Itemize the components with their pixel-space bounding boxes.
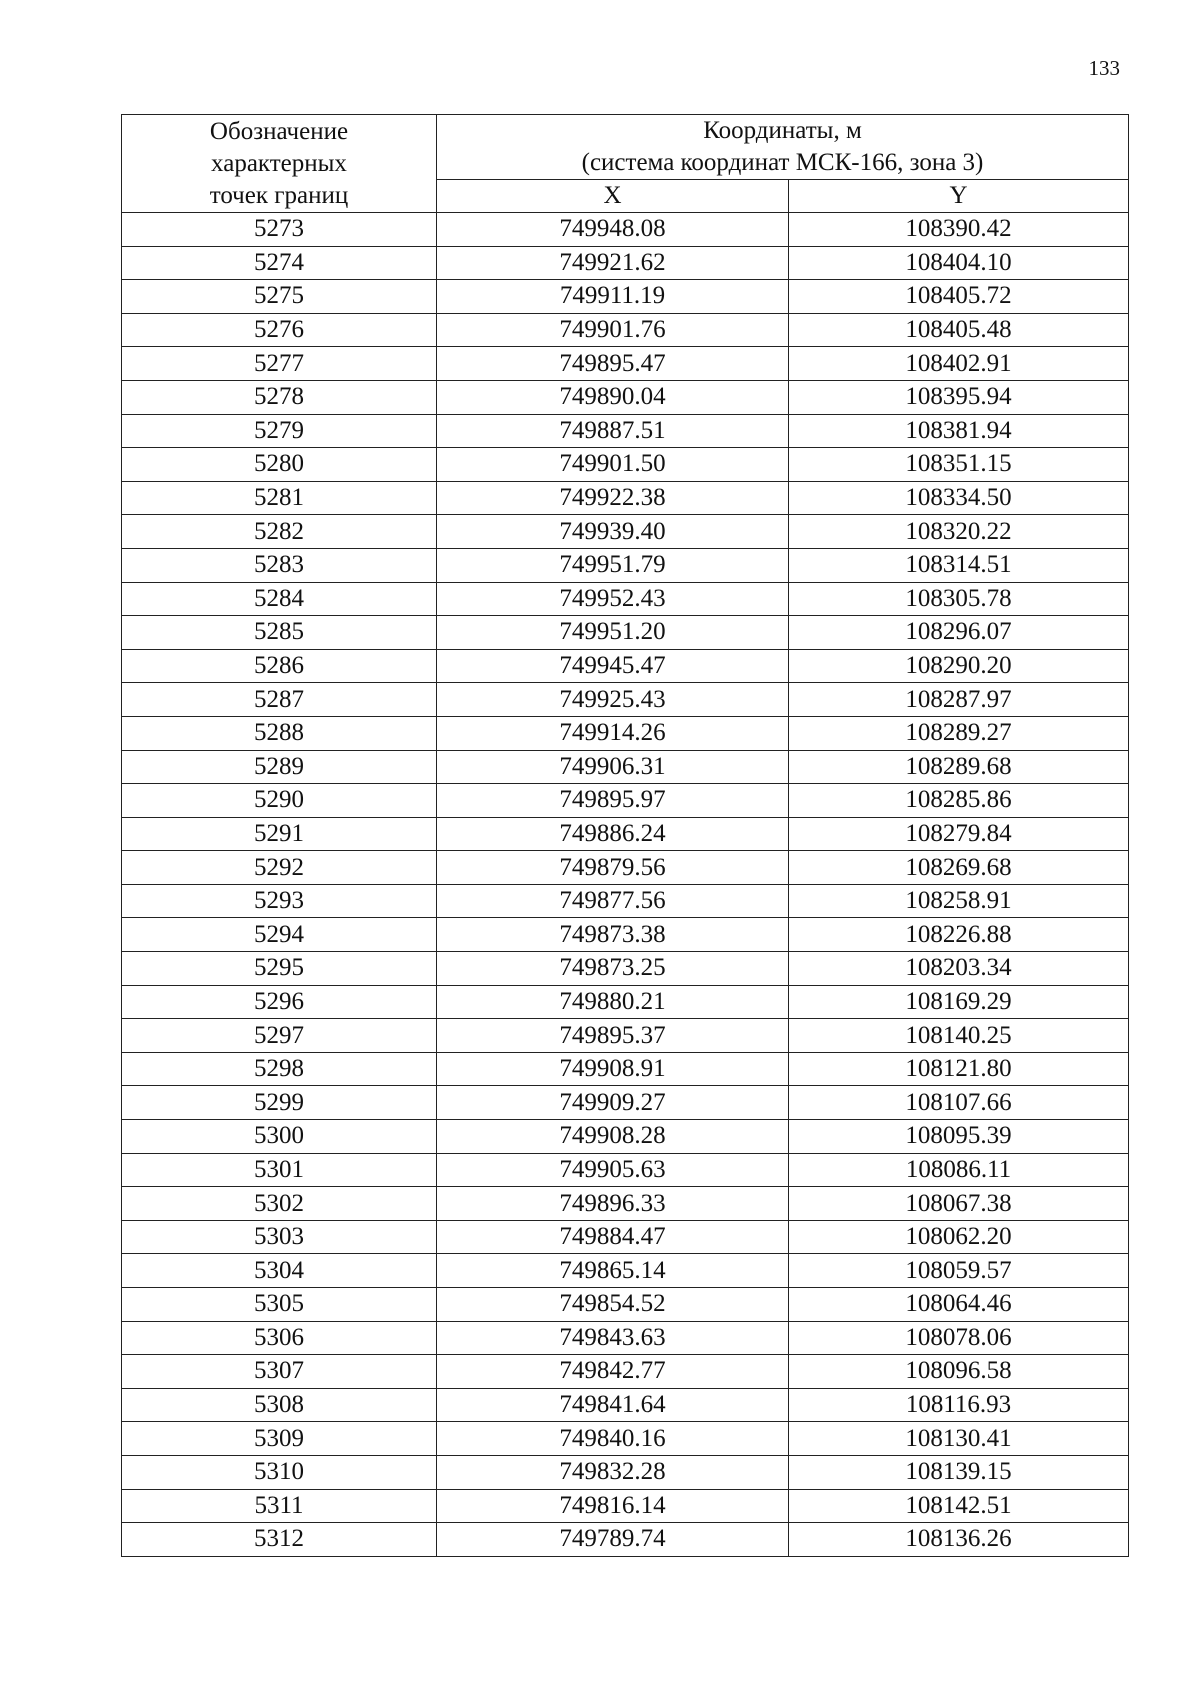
x-coordinate-cell: 749925.43: [437, 683, 789, 717]
y-coordinate-cell: 108405.72: [789, 280, 1129, 314]
x-coordinate-cell: 749896.33: [437, 1187, 789, 1221]
point-id-cell: 5312: [122, 1523, 437, 1557]
x-coordinate-cell: 749905.63: [437, 1153, 789, 1187]
table-row: [122, 952, 1129, 986]
y-coordinate-cell: 108402.91: [789, 347, 1129, 381]
x-coordinate-cell: 749840.16: [437, 1422, 789, 1456]
table-row: [122, 649, 1129, 683]
point-id-cell: 5302: [122, 1187, 437, 1221]
points-header-line: характерных: [211, 149, 347, 177]
y-coordinate-cell: 108390.42: [789, 213, 1129, 247]
point-id-cell: 5289: [122, 750, 437, 784]
point-id-cell: 5301: [122, 1153, 437, 1187]
table-row: [122, 750, 1129, 784]
point-id-cell: 5309: [122, 1422, 437, 1456]
y-coordinate-cell: 108381.94: [789, 414, 1129, 448]
x-coordinate-cell: 749951.79: [437, 548, 789, 582]
point-id-cell: 5276: [122, 313, 437, 347]
table-row: [122, 515, 1129, 549]
table-row: [122, 616, 1129, 650]
x-coordinate-cell: 749880.21: [437, 985, 789, 1019]
point-id-cell: 5307: [122, 1355, 437, 1389]
table-row: [122, 481, 1129, 515]
point-id-cell: 5311: [122, 1489, 437, 1523]
point-id-cell: 5291: [122, 817, 437, 851]
table-header: [122, 115, 1129, 213]
y-column-header: Y: [789, 180, 1129, 213]
y-coordinate-cell: 108258.91: [789, 884, 1129, 918]
point-id-cell: 5310: [122, 1455, 437, 1489]
y-coordinate-cell: 108269.68: [789, 851, 1129, 885]
y-coordinate-cell: 108203.34: [789, 952, 1129, 986]
table-row: [122, 380, 1129, 414]
y-coordinate-cell: 108064.46: [789, 1288, 1129, 1322]
point-id-cell: 5294: [122, 918, 437, 952]
table-row: [122, 1523, 1129, 1557]
x-coordinate-cell: 749911.19: [437, 280, 789, 314]
x-coordinate-cell: 749922.38: [437, 481, 789, 515]
y-coordinate-cell: 108121.80: [789, 1052, 1129, 1086]
table-row: [122, 784, 1129, 818]
table-row: [122, 1288, 1129, 1322]
x-coordinate-cell: 749909.27: [437, 1086, 789, 1120]
x-coordinate-cell: 749886.24: [437, 817, 789, 851]
y-coordinate-cell: 108067.38: [789, 1187, 1129, 1221]
table-row: [122, 1388, 1129, 1422]
coordinates-table: [121, 114, 1129, 1557]
y-coordinate-cell: 108290.20: [789, 649, 1129, 683]
x-coordinate-cell: 749895.97: [437, 784, 789, 818]
y-coordinate-cell: 108139.15: [789, 1455, 1129, 1489]
point-id-cell: 5288: [122, 716, 437, 750]
y-coordinate-cell: 108279.84: [789, 817, 1129, 851]
x-coordinate-cell: 749939.40: [437, 515, 789, 549]
coordinates-header-line: (система координат МСК-166, зона 3): [581, 149, 984, 176]
table-row: [122, 347, 1129, 381]
table-row: [122, 582, 1129, 616]
x-coordinate-cell: 749906.31: [437, 750, 789, 784]
table-row: [122, 817, 1129, 851]
point-id-cell: 5280: [122, 448, 437, 482]
table-row: [122, 985, 1129, 1019]
point-id-cell: 5283: [122, 548, 437, 582]
x-coordinate-cell: 749832.28: [437, 1455, 789, 1489]
y-coordinate-cell: 108086.11: [789, 1153, 1129, 1187]
point-id-cell: 5296: [122, 985, 437, 1019]
y-coordinate-cell: 108226.88: [789, 918, 1129, 952]
x-coordinate-cell: 749879.56: [437, 851, 789, 885]
point-id-cell: 5292: [122, 851, 437, 885]
point-id-cell: 5281: [122, 481, 437, 515]
table-body: [122, 213, 1129, 1557]
y-coordinate-cell: 108405.48: [789, 313, 1129, 347]
table-row: [122, 246, 1129, 280]
x-coordinate-cell: 749895.47: [437, 347, 789, 381]
point-id-cell: 5308: [122, 1388, 437, 1422]
point-id-cell: 5273: [122, 213, 437, 247]
table-row: [122, 1220, 1129, 1254]
x-coordinate-cell: 749948.08: [437, 213, 789, 247]
table-row: [122, 1187, 1129, 1221]
point-id-cell: 5277: [122, 347, 437, 381]
x-coordinate-cell: 749952.43: [437, 582, 789, 616]
point-id-cell: 5285: [122, 616, 437, 650]
x-coordinate-cell: 749865.14: [437, 1254, 789, 1288]
table-row: [122, 414, 1129, 448]
table-row: [122, 1489, 1129, 1523]
x-coordinate-cell: 749841.64: [437, 1388, 789, 1422]
point-id-cell: 5279: [122, 414, 437, 448]
y-coordinate-cell: 108395.94: [789, 380, 1129, 414]
x-coordinate-cell: 749887.51: [437, 414, 789, 448]
point-id-cell: 5287: [122, 683, 437, 717]
y-coordinate-cell: 108107.66: [789, 1086, 1129, 1120]
y-coordinate-cell: 108142.51: [789, 1489, 1129, 1523]
x-coordinate-cell: 749908.28: [437, 1120, 789, 1154]
point-id-cell: 5304: [122, 1254, 437, 1288]
y-coordinate-cell: 108130.41: [789, 1422, 1129, 1456]
x-coordinate-cell: 749901.76: [437, 313, 789, 347]
table-row: [122, 1355, 1129, 1389]
point-id-cell: 5286: [122, 649, 437, 683]
y-coordinate-cell: 108140.25: [789, 1019, 1129, 1053]
table-row: [122, 1455, 1129, 1489]
x-coordinate-cell: 749816.14: [437, 1489, 789, 1523]
y-coordinate-cell: 108289.68: [789, 750, 1129, 784]
x-coordinate-cell: 749873.25: [437, 952, 789, 986]
y-coordinate-cell: 108062.20: [789, 1220, 1129, 1254]
table-row: [122, 918, 1129, 952]
y-coordinate-cell: 108136.26: [789, 1523, 1129, 1557]
y-coordinate-cell: 108334.50: [789, 481, 1129, 515]
table-row: [122, 313, 1129, 347]
x-coordinate-cell: 749914.26: [437, 716, 789, 750]
x-coordinate-cell: 749951.20: [437, 616, 789, 650]
point-id-cell: 5290: [122, 784, 437, 818]
x-coordinate-cell: 749921.62: [437, 246, 789, 280]
point-id-cell: 5284: [122, 582, 437, 616]
y-coordinate-cell: 108287.97: [789, 683, 1129, 717]
points-column-header: [122, 115, 437, 213]
table-row: [122, 1086, 1129, 1120]
y-coordinate-cell: 108116.93: [789, 1388, 1129, 1422]
y-coordinate-cell: 108289.27: [789, 716, 1129, 750]
point-id-cell: 5305: [122, 1288, 437, 1322]
table-row: [122, 280, 1129, 314]
x-column-header: X: [437, 180, 789, 213]
table-row: [122, 1321, 1129, 1355]
table-row: [122, 1052, 1129, 1086]
x-coordinate-cell: 749890.04: [437, 380, 789, 414]
point-id-cell: 5282: [122, 515, 437, 549]
point-id-cell: 5299: [122, 1086, 437, 1120]
table-row: [122, 1153, 1129, 1187]
x-coordinate-cell: 749789.74: [437, 1523, 789, 1557]
y-coordinate-cell: 108285.86: [789, 784, 1129, 818]
point-id-cell: 5298: [122, 1052, 437, 1086]
table-row: [122, 1019, 1129, 1053]
x-coordinate-cell: 749877.56: [437, 884, 789, 918]
point-id-cell: 5306: [122, 1321, 437, 1355]
point-id-cell: 5303: [122, 1220, 437, 1254]
table-row: [122, 548, 1129, 582]
table-row: [122, 1120, 1129, 1154]
y-coordinate-cell: 108320.22: [789, 515, 1129, 549]
y-coordinate-cell: 108096.58: [789, 1355, 1129, 1389]
y-coordinate-cell: 108169.29: [789, 985, 1129, 1019]
x-coordinate-cell: 749901.50: [437, 448, 789, 482]
y-coordinate-cell: 108296.07: [789, 616, 1129, 650]
y-coordinate-cell: 108059.57: [789, 1254, 1129, 1288]
point-id-cell: 5295: [122, 952, 437, 986]
point-id-cell: 5275: [122, 280, 437, 314]
table-row: [122, 448, 1129, 482]
x-coordinate-cell: 749884.47: [437, 1220, 789, 1254]
table-row: [122, 683, 1129, 717]
x-coordinate-cell: 749873.38: [437, 918, 789, 952]
x-coordinate-cell: 749854.52: [437, 1288, 789, 1322]
x-coordinate-cell: 749842.77: [437, 1355, 789, 1389]
y-coordinate-cell: 108351.15: [789, 448, 1129, 482]
y-coordinate-cell: 108314.51: [789, 548, 1129, 582]
y-coordinate-cell: 108404.10: [789, 246, 1129, 280]
points-header-line: точек границ: [209, 181, 349, 209]
coordinates-header-line: Координаты, м: [703, 117, 862, 144]
table-row: [122, 851, 1129, 885]
table-row: [122, 716, 1129, 750]
point-id-cell: 5293: [122, 884, 437, 918]
x-coordinate-cell: 749908.91: [437, 1052, 789, 1086]
x-coordinate-cell: 749843.63: [437, 1321, 789, 1355]
x-coordinate-cell: 749945.47: [437, 649, 789, 683]
point-id-cell: 5297: [122, 1019, 437, 1053]
table-row: [122, 1254, 1129, 1288]
points-header-line: Обозначение: [209, 117, 349, 145]
y-coordinate-cell: 108095.39: [789, 1120, 1129, 1154]
y-coordinate-cell: 108078.06: [789, 1321, 1129, 1355]
table-row: [122, 1422, 1129, 1456]
coordinates-column-header: [437, 115, 1129, 180]
point-id-cell: 5274: [122, 246, 437, 280]
table-row: [122, 213, 1129, 247]
table-row: [122, 884, 1129, 918]
point-id-cell: 5278: [122, 380, 437, 414]
page-number: 133: [1088, 56, 1120, 80]
x-coordinate-cell: 749895.37: [437, 1019, 789, 1053]
y-coordinate-cell: 108305.78: [789, 582, 1129, 616]
point-id-cell: 5300: [122, 1120, 437, 1154]
